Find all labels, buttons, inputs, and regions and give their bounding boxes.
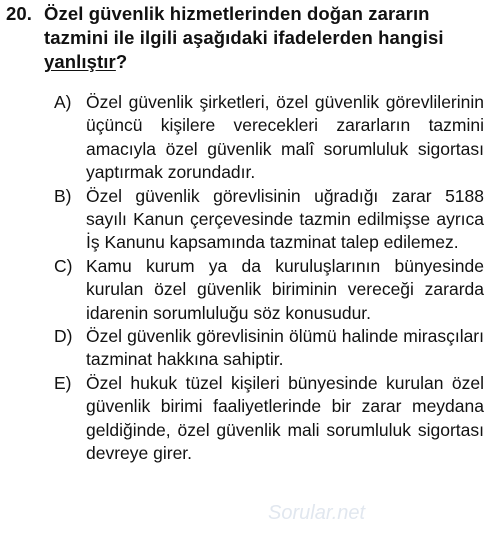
question-end-mark: ?	[115, 51, 128, 72]
option-text: Özel hukuk tüzel kişileri bünyesinde kurulan özel güvenlik birimi faaliyetlerinde bir zarar meydana geldiğinde, özel güvenlik mali sorumluluk sigortası devreye girer.	[86, 372, 484, 464]
option-d[interactable]	[54, 325, 484, 372]
option-a[interactable]	[54, 91, 484, 185]
question	[6, 2, 484, 74]
option-b[interactable]	[54, 185, 484, 255]
option-letter: C)	[54, 255, 73, 276]
option-text: Özel güvenlik görevlisinin uğradığı zarar 5188 sayılı Kanun çerçevesinde tazmin edilmişse ayrıca İş Kanunu kapsamında tazminat talep edilemez.	[86, 185, 484, 253]
option-e[interactable]	[54, 372, 484, 466]
question-emphasis: yanlıştır	[44, 51, 116, 72]
option-letter: A)	[54, 92, 72, 112]
option-text: Kamu kurum ya da kuruluşlarının bünyesinde kurulan özel güvenlik biriminin vereceği zararda idarenin sorumluluğu söz konusudur.	[86, 255, 484, 323]
question-number: 20.	[6, 3, 33, 24]
option-text: Özel güvenlik görevlisinin ölümü halinde mirasçıları tazminat hakkına sahiptir.	[86, 326, 484, 370]
option-letter: E)	[54, 372, 72, 393]
question-text-main: Özel güvenlik hizmetlerinden doğan zararın tazmini ile ilgili aşağıdaki ifadelerden hangisi	[44, 3, 444, 48]
answer-options	[54, 91, 484, 466]
option-letter: B)	[54, 185, 72, 206]
option-text: Özel güvenlik şirketleri, özel güvenlik görevlilerinin üçüncü kişilere verecekleri zararların tazmini amacıyla özel güvenlik malî sorumluluk sigortası yaptırmak zorundadır.	[86, 92, 484, 183]
watermark: Sorular.net	[268, 502, 366, 524]
question-text	[44, 2, 484, 74]
option-c[interactable]	[54, 255, 484, 325]
option-letter: D)	[54, 326, 73, 347]
